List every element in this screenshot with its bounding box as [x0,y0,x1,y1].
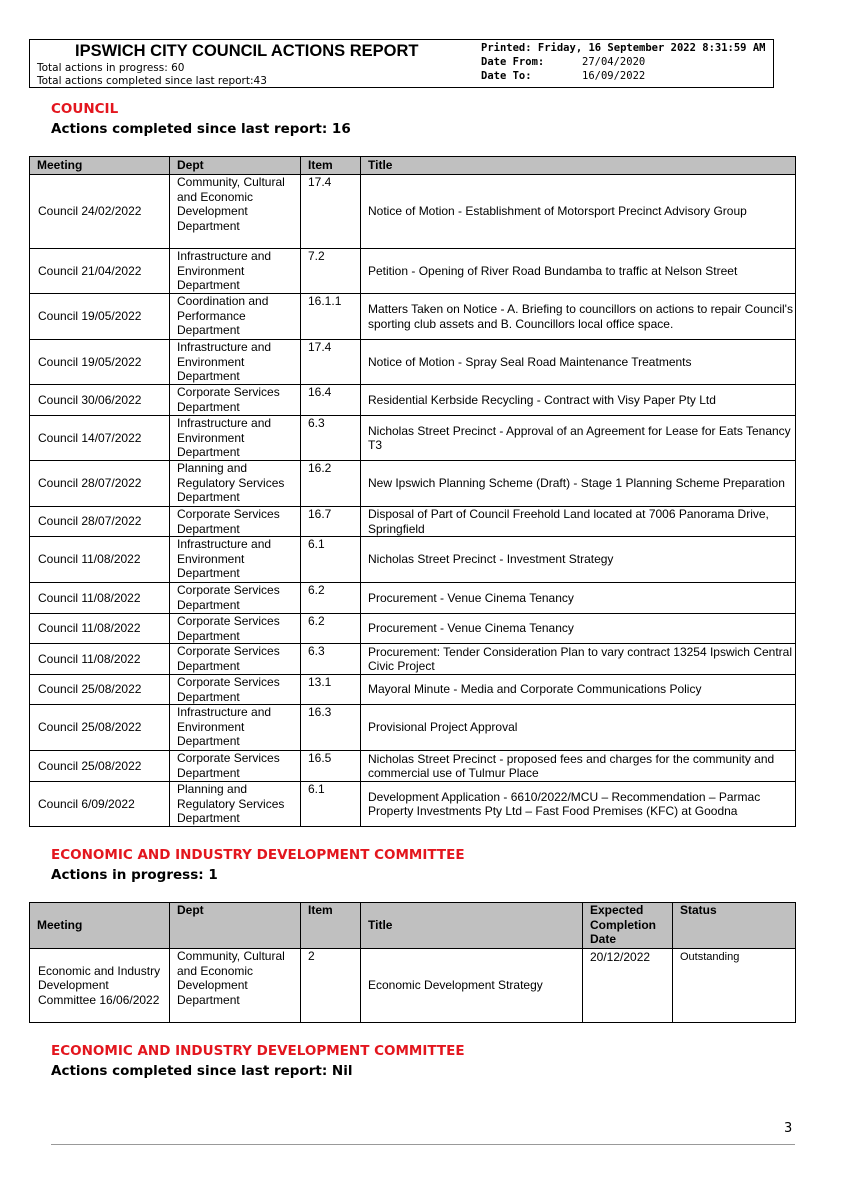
column-header: Dept [170,903,301,949]
date-from-value: 27/04/2020 [582,56,646,68]
title-cell: Provisional Project Approval [361,705,796,751]
econ-progress-section-subtitle: Actions in progress: 1 [51,867,218,883]
total-in-progress: Total actions in progress: 60 [37,62,185,74]
title-cell: Development Application - 6610/2022/MCU – Recommendation – Parmac Property Investments Pty Ltd – Fast Food Premises (KFC) at Goodna [361,782,796,827]
council-section-title: COUNCIL [51,101,119,117]
meeting-cell: Council 6/09/2022 [30,782,170,827]
title-cell: Economic Development Strategy [361,949,583,1023]
meeting-cell: Council 11/08/2022 [30,537,170,583]
dept-cell: Community, Cultural and Economic Development Department [170,175,301,249]
dept-cell: Corporate Services Department [170,385,301,416]
item-cell: 16.5 [301,751,361,782]
meeting-cell: Council 11/08/2022 [30,583,170,614]
total-completed: Total actions completed since last report:43 [37,75,267,87]
column-header: Item [301,903,361,949]
column-header: Meeting [30,903,170,949]
item-cell: 7.2 [301,249,361,294]
title-cell: Nicholas Street Precinct - Approval of an Agreement for Lease for Eats Tenancy T3 [361,416,796,461]
table-row [30,294,796,340]
meeting-cell: Council 25/08/2022 [30,705,170,751]
column-header: Expected Completion Date [583,903,673,949]
item-cell: 16.2 [301,461,361,507]
dept-cell: Planning and Regulatory Services Department [170,461,301,507]
table-row [30,782,796,827]
item-cell: 16.7 [301,507,361,537]
meeting-cell: Council 21/04/2022 [30,249,170,294]
column-header: Title [361,157,796,175]
item-cell: 16.1.1 [301,294,361,340]
table-row [30,583,796,614]
econ-completed-section-title: ECONOMIC AND INDUSTRY DEVELOPMENT COMMITTEE [51,1043,465,1059]
dept-cell: Community, Cultural and Economic Development Department [170,949,301,1023]
meeting-cell: Council 14/07/2022 [30,416,170,461]
report-header [29,39,774,88]
title-cell: Nicholas Street Precinct - proposed fees and charges for the community and commercial use of Tulmur Place [361,751,796,782]
printed-timestamp: Printed: Friday, 16 September 2022 8:31:59 AM [481,42,766,54]
item-cell: 6.3 [301,644,361,675]
item-cell: 6.1 [301,782,361,827]
table-row [30,340,796,385]
item-cell: 17.4 [301,340,361,385]
report-title: IPSWICH CITY COUNCIL ACTIONS REPORT [75,42,419,60]
dept-cell: Infrastructure and Environment Department [170,705,301,751]
table-row [30,175,796,249]
title-cell: Disposal of Part of Council Freehold Land located at 7006 Panorama Drive, Springfield [361,507,796,537]
meeting-cell: Council 11/08/2022 [30,644,170,675]
meeting-cell: Council 11/08/2022 [30,614,170,644]
table-row [30,461,796,507]
dept-cell: Corporate Services Department [170,583,301,614]
column-header: Title [361,903,583,949]
item-cell: 6.3 [301,416,361,461]
title-cell: New Ipswich Planning Scheme (Draft) - Stage 1 Planning Scheme Preparation [361,461,796,507]
table-row [30,751,796,782]
econ-completed-section-subtitle: Actions completed since last report: Nil [51,1063,353,1079]
meeting-cell: Council 19/05/2022 [30,294,170,340]
table-row [30,416,796,461]
column-header: Status [673,903,796,949]
expected-date-cell: 20/12/2022 [583,949,673,1023]
table-row [30,675,796,705]
table-row [30,705,796,751]
dept-cell: Infrastructure and Environment Department [170,537,301,583]
title-cell: Notice of Motion - Establishment of Motorsport Precinct Advisory Group [361,175,796,249]
dept-cell: Infrastructure and Environment Department [170,416,301,461]
dept-cell: Coordination and Performance Department [170,294,301,340]
table-row [30,385,796,416]
item-cell: 13.1 [301,675,361,705]
meeting-cell: Council 28/07/2022 [30,507,170,537]
dept-cell: Infrastructure and Environment Department [170,249,301,294]
date-to-value: 16/09/2022 [582,70,646,82]
meeting-cell: Council 30/06/2022 [30,385,170,416]
meeting-cell: Council 24/02/2022 [30,175,170,249]
footer-divider [51,1144,795,1145]
econ-progress-section-title: ECONOMIC AND INDUSTRY DEVELOPMENT COMMITTEE [51,847,465,863]
table-row [30,537,796,583]
dept-cell: Corporate Services Department [170,507,301,537]
dept-cell: Corporate Services Department [170,614,301,644]
meeting-cell: Council 25/08/2022 [30,751,170,782]
item-cell: 16.3 [301,705,361,751]
council-actions-table [29,156,796,827]
table-row [30,614,796,644]
item-cell: 6.1 [301,537,361,583]
title-cell: Procurement: Tender Consideration Plan to vary contract 13254 Ipswich Central Civic Project [361,644,796,675]
title-cell: Petition - Opening of River Road Bundamba to traffic at Nelson Street [361,249,796,294]
dept-cell: Corporate Services Department [170,644,301,675]
table-header-row [30,157,796,175]
item-cell: 17.4 [301,175,361,249]
title-cell: Mayoral Minute - Media and Corporate Communications Policy [361,675,796,705]
item-cell: 16.4 [301,385,361,416]
title-cell: Procurement - Venue Cinema Tenancy [361,614,796,644]
table-row [30,644,796,675]
dept-cell: Corporate Services Department [170,675,301,705]
council-section-subtitle: Actions completed since last report: 16 [51,121,351,137]
date-to-label: Date To: [481,70,532,82]
dept-cell: Planning and Regulatory Services Department [170,782,301,827]
title-cell: Notice of Motion - Spray Seal Road Maintenance Treatments [361,340,796,385]
title-cell: Residential Kerbside Recycling - Contract with Visy Paper Pty Ltd [361,385,796,416]
column-header: Dept [170,157,301,175]
column-header: Meeting [30,157,170,175]
date-from-label: Date From: [481,56,545,68]
econ-progress-table [29,902,796,1023]
item-cell: 6.2 [301,614,361,644]
meeting-cell: Council 25/08/2022 [30,675,170,705]
status-cell: Outstanding [673,949,796,1023]
column-header: Item [301,157,361,175]
dept-cell: Corporate Services Department [170,751,301,782]
print-info [481,41,765,83]
page-number: 3 [784,1121,793,1136]
title-cell: Nicholas Street Precinct - Investment Strategy [361,537,796,583]
title-cell: Procurement - Venue Cinema Tenancy [361,583,796,614]
table-row [30,249,796,294]
table-row [30,507,796,537]
meeting-cell: Economic and Industry Development Committee 16/06/2022 [30,949,170,1023]
table-header-row [30,903,796,949]
dept-cell: Infrastructure and Environment Department [170,340,301,385]
table-row [30,949,796,1023]
meeting-cell: Council 28/07/2022 [30,461,170,507]
item-cell: 6.2 [301,583,361,614]
item-cell: 2 [301,949,361,1023]
meeting-cell: Council 19/05/2022 [30,340,170,385]
title-cell: Matters Taken on Notice - A. Briefing to councillors on actions to repair Council's sporting club assets and B. Councillors local office space. [361,294,796,340]
